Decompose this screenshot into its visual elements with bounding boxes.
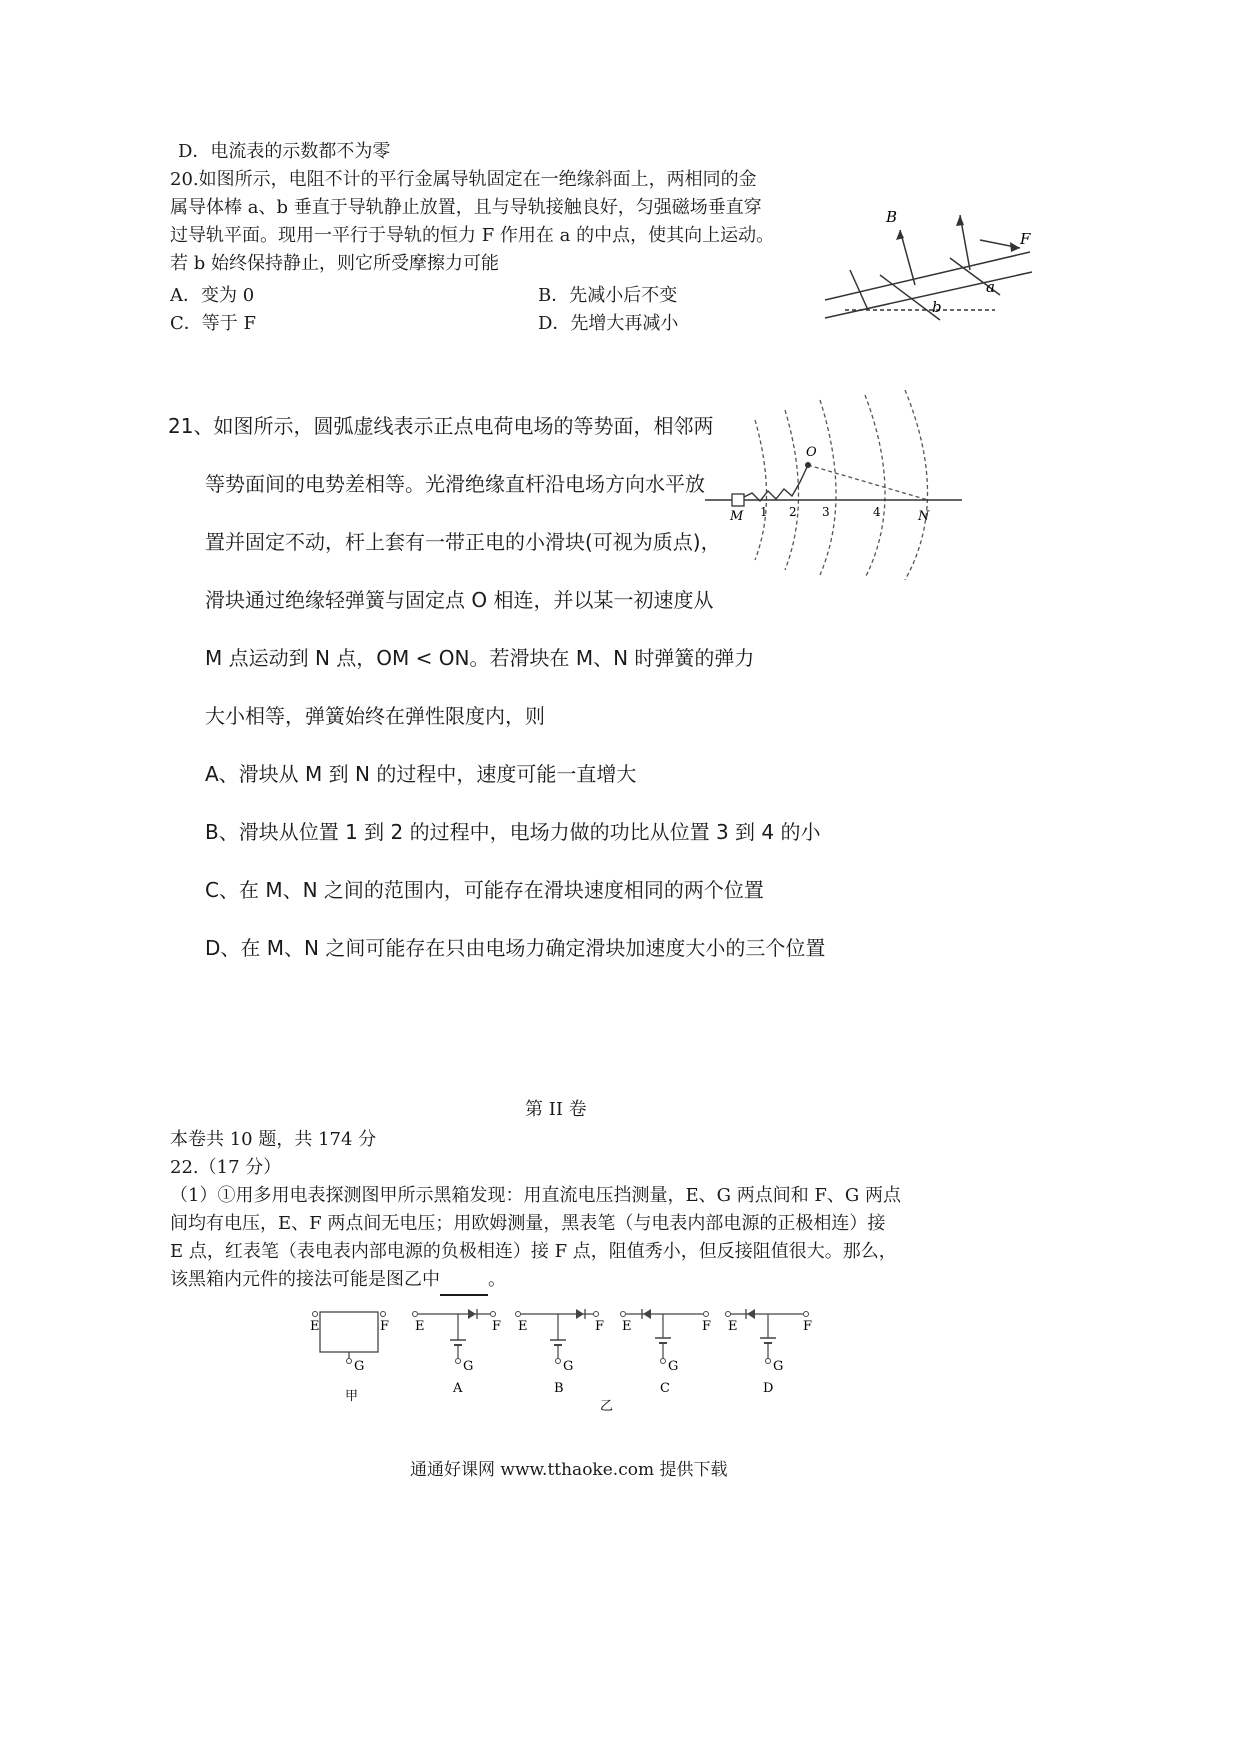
option-label-b: B xyxy=(554,1381,564,1396)
q21-line: 大小相等，弹簧始终在弹性限度内，则 xyxy=(205,704,545,728)
q22-line-end: 。 xyxy=(488,1269,506,1290)
q19-option-d: D．电流表的示数都不为零 xyxy=(178,141,391,162)
node-f: F xyxy=(492,1319,502,1334)
box-node-f: F xyxy=(380,1319,390,1334)
q22-line: （1）①用多用电表探测图甲所示黑箱发现：用直流电压挡测量，E、G 两点间和 F、G 两点 xyxy=(170,1185,901,1206)
q20-line: 若 b 始终保持静止，则它所受摩擦力可能 xyxy=(170,253,499,274)
q21-line: 21、如图所示，圆弧虚线表示正点电荷电场的等势面，相邻两 xyxy=(168,414,714,438)
q21-option-b: B、滑块从位置 1 到 2 的过程中，电场力做的功比从位置 3 到 4 的小 xyxy=(205,820,821,844)
q22-line-last xyxy=(170,1266,901,1296)
node-f: F xyxy=(595,1319,605,1334)
node-e: E xyxy=(728,1319,738,1334)
q20-label-b-field: B xyxy=(886,208,898,226)
q21-label-position-4: 4 xyxy=(873,505,881,519)
box-node-g: G xyxy=(354,1359,365,1374)
node-g: G xyxy=(668,1359,679,1374)
q20-line: 属导体棒 a、b 垂直于导轨静止放置，且与导轨接触良好，匀强磁场垂直穿 xyxy=(170,197,762,218)
q20-option-c: C．等于 F xyxy=(170,313,256,334)
option-label-a: A xyxy=(453,1381,463,1396)
q21-line: 滑块通过绝缘轻弹簧与固定点 O 相连，并以某一初速度从 xyxy=(205,588,714,612)
circuit-option-a[interactable] xyxy=(413,1309,502,1396)
circuit-option-b[interactable] xyxy=(516,1309,605,1396)
box-node-e: E xyxy=(310,1319,320,1334)
circuit-option-c[interactable] xyxy=(621,1309,712,1396)
part2-title: 第 II 卷 xyxy=(525,1099,587,1120)
q20-line: 20.如图所示，电阻不计的平行金属导轨固定在一绝缘斜面上，两相同的金 xyxy=(170,169,757,190)
q20-label-rod-a: a xyxy=(986,278,995,296)
q20-label-force: F xyxy=(1020,230,1031,248)
q21-label-o: O xyxy=(806,445,817,460)
node-g: G xyxy=(463,1359,474,1374)
q21-label-position-1: 1 xyxy=(760,505,768,519)
q22-figure-circuits xyxy=(300,1300,820,1418)
q22-header: 22.（17 分） xyxy=(170,1157,282,1178)
q21-label-m: M xyxy=(730,509,744,524)
node-f: F xyxy=(803,1319,813,1334)
node-e: E xyxy=(415,1319,425,1334)
q21-label-n: N xyxy=(918,509,930,524)
q20-label-rod-b: b xyxy=(932,298,942,316)
node-g: G xyxy=(773,1359,784,1374)
q21-figure-equipotentials xyxy=(700,390,970,580)
page-footer: 通通好课网 www.tthaoke.com 提供下载 xyxy=(410,1460,728,1480)
q20-line: 过导轨平面。现用一平行于导轨的恒力 F 作用在 a 的中点，使其向上运动。 xyxy=(170,225,775,246)
node-e: E xyxy=(518,1319,528,1334)
option-label-d: D xyxy=(763,1381,774,1396)
q22-line: 间均有电压，E、F 两点间无电压；用欧姆测量，黑表笔（与电表内部电源的正极相连）接 xyxy=(170,1213,886,1234)
answer-blank[interactable] xyxy=(440,1266,488,1296)
caption-jia: 甲 xyxy=(345,1389,359,1404)
q21-label-position-2: 2 xyxy=(789,505,797,519)
q22-line: 该黑箱内元件的接法可能是图乙中 xyxy=(170,1269,440,1290)
node-e: E xyxy=(622,1319,632,1334)
question-20 xyxy=(170,166,774,278)
node-g: G xyxy=(563,1359,574,1374)
black-box-figure xyxy=(310,1312,389,1405)
q20-figure-rails xyxy=(820,200,1040,340)
part2-summary: 本卷共 10 题，共 174 分 xyxy=(170,1129,377,1150)
q21-label-position-3: 3 xyxy=(822,505,830,519)
node-f: F xyxy=(702,1319,712,1334)
q21-line: M 点运动到 N 点，OM < ON。若滑块在 M、N 时弹簧的弹力 xyxy=(205,646,755,670)
q22-line: E 点，红表笔（表电表内部电源的负极相连）接 F 点，阻值秀小，但反接阻值很大。那么， xyxy=(170,1241,897,1262)
q21-option-a: A、滑块从 M 到 N 的过程中，速度可能一直增大 xyxy=(205,762,637,786)
q21-line: 等势面间的电势差相等。光滑绝缘直杆沿电场方向水平放 xyxy=(205,472,705,496)
question-22-text xyxy=(170,1182,901,1296)
q21-line: 置并固定不动，杆上套有一带正电的小滑块(可视为质点)， xyxy=(205,530,721,554)
option-label-c: C xyxy=(660,1381,670,1396)
q20-option-a: A．变为 0 xyxy=(170,285,255,306)
q21-option-c: C、在 M、N 之间的范围内，可能存在滑块速度相同的两个位置 xyxy=(205,878,764,902)
q20-option-b: B．先减小后不变 xyxy=(538,285,678,306)
caption-yi: 乙 xyxy=(600,1399,614,1414)
q21-option-d: D、在 M、N 之间可能存在只由电场力确定滑块加速度大小的三个位置 xyxy=(205,936,826,960)
q20-option-d: D．先增大再减小 xyxy=(538,313,679,334)
circuit-option-d[interactable] xyxy=(726,1309,813,1396)
